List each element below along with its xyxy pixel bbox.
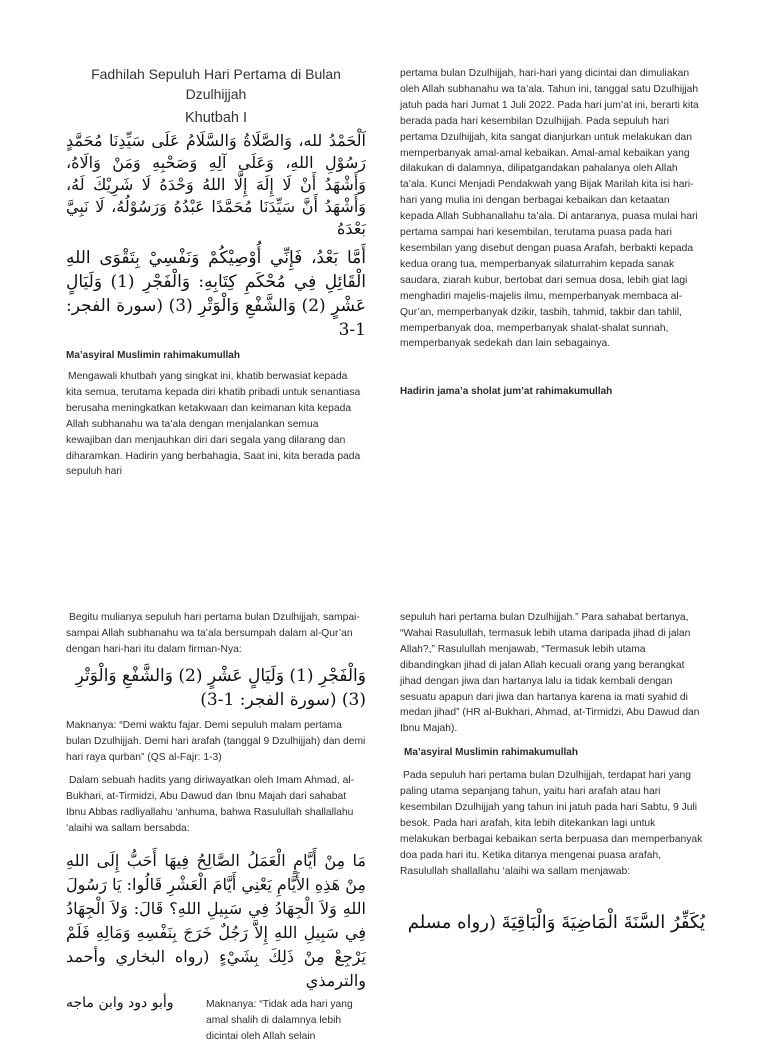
arabic-arafah-hadith: يُكَفِّرُ السَّنَةَ الْمَاضِيَةَ وَالْبَاقِيَةَ (رواه مسلم: [407, 911, 705, 933]
khutbah-subtitle: Khutbah I: [184, 110, 248, 126]
paragraph: Maknanya: “Demi waktu fajar. Demi sepuluh malam pertama bulan Dzulhijjah. Demi hari arafah (tanggal 9 Dzulhijjah) dan demi hari raya qurban” (QS al-Fajr: 1-3): [66, 719, 366, 763]
left-column-bottom: [66, 610, 366, 1042]
arabic-hadith-end: وأبو دود وابن ماجه: [66, 995, 174, 1012]
arabic-wasiat-text: أَمَّا بَعْدُ، فَإِنِّي أُوْصِيْكُمْ وَنَفْسِيْ بِتَقْوَى اللهِ الْقَائِلِ فِي مُحْكَمِ كِتَابِهِ: وَالْفَجْرِ (1) وَلَيَالٍ عَشْرٍ (2) وَالشَّفْعِ وَالْوَتْرِ (3) (سورة الفجر: 1-3: [66, 248, 366, 340]
section-heading: Ma’asyiral Muslimin rahimakumullah: [404, 747, 578, 759]
paragraph: Maknanya: “Tidak ada hari yang amal shalih di dalamnya lebih dicintai oleh Allah selain: [206, 999, 353, 1042]
section-heading: Hadirin jama’a sholat jum’at rahimakumullah: [400, 386, 613, 398]
paragraph: Dalam sebuah hadits yang diriwayatkan oleh Imam Ahmad, al-Bukhari, at-Tirmidzi, Abu Dawud dan Ibnu Majah dari sahabat Ibnu Abbas radliyallahu ‘anhuma, bahwa Rasulullah shallallahu ‘alaihi wa sallam bersabda:: [66, 775, 355, 835]
paragraph: Pada sepuluh hari pertama bulan Dzulhijjah, terdapat hari yang paling utama sepanjang tahun, yaitu hari arafah atau hari kesembilan Dzulhijjah yang tahun ini jatuh pada hari Sabtu, 9 Juli besok. Pada hari arafah, kita lebih ditekankan lagi untuk melakukan berbagai kebaikan serta berpuasa dan memperbanyak doa pada hari itu. Ketika ditanya mengenai puasa arafah, Rasulullah shallallahu ‘alaihi wa sallam menjawab:: [400, 770, 703, 877]
arabic-opening-text: اَلْحَمْدُ لله، وَالصَّلَاةُ وَالسَّلَامُ عَلَى سَيِّدِنَا مُحَمَّدٍ رَسُوْلِ اللهِ، وَعَلَى آلِهِ وَصَحْبِهِ وَمَنْ وَالَاهُ، وَأَشْهَدُ أَنْ لَا إِلَهَ إِلَّا اللهُ وَحْدَهُ لَا شَرِيْكَ لَهُ، وَأَشْهَدُ أَنَّ سَيِّدَنَا مُحَمَّدًا عَبْدُهُ وَرَسُوْلُهُ، لَا نَبِيَّ بَعْدَهُ: [66, 131, 366, 238]
right-column-bottom: [400, 610, 705, 936]
hadith-end-row: [66, 993, 366, 1042]
paragraph: sepuluh hari pertama bulan Dzulhijjah.” Para sahabat bertanya, “Wahai Rasulullah, termasuk lebih utama daripada jihad di jalan Allah?,” Rasulullah menjawab, “Termasuk lebih utama dibandingkan jihad di jalan Allah kecuali orang yang berangkat jihad dengan jiwa dan hartanya lalu ia tidak kembali dengan sesuatu apapun dari jiwa dan hartanya karena ia mati syahid di medan jihad” (HR al-Bukhari, Ahmad, at-Tirmidzi, Abu Dawud dan Ibnu Majah).: [400, 612, 700, 735]
right-column-top: [400, 66, 705, 397]
paragraph: pertama bulan Dzulhijjah, hari-hari yang dicintai dan dimuliakan oleh Allah subhanahu wa ta’ala. Tahun ini, tanggal satu Dzulhijjah jatuh pada hari Jumat 1 Juli 2022. Pada hari jum’at ini, berarti kita berada pada hari kesembilan Dzulhijjah. Pada sepuluh hari pertama Dzulhijjah, kita sangat dianjurkan untuk melakukan dan memperbanyak amal-amal kebaikan. Amal-amal kebaikan yang dilakukan di dalamnya, dilipatgandakan pahalanya oleh Allah ta’ala. Kunci Menjadi Pendakwah yang Bijak Marilah kita isi hari-hari yang mulia ini dengan berbagai kebaikan dan ketaatan kepada Allah Subhanallahu ta’ala. Di antaranya, puasa mulai hari pertama sampai hari kesembilan, terutama puasa pada hari kesembilan yang disebut dengan puasa Arafah, berbakti kepada kedua orang tua, memperbanyak silaturrahim kepada sanak saudara, ziarah kubur, bertobat dari semua dosa, lebih giat lagi menghadiri majelis-majelis ilmu, memperbanyak membaca al-Qur’an, memperbanyak dzikir, tasbih, tahmid, takbir dan tahlil, memperbanyak doa, memperbanyak shalat-shalat sunnah, memperbanyak sedekah dan lain sebagainya.: [400, 68, 699, 350]
section-heading: Ma’asyiral Muslimin rahimakumullah: [66, 350, 240, 361]
paragraph: Begitu mulianya sepuluh hari pertama bulan Dzulhijjah, sampai-sampai Allah subhanahu wa ta’ala bersumpah dalam al-Qur’an dengan hari-hari itu dalam firman-Nya:: [66, 612, 360, 655]
document-page-bottom: [0, 560, 768, 1042]
arabic-fajr-verse: وَالْفَجْرِ (1) وَلَيَالٍ عَشْرٍ (2) وَالشَّفْعِ وَالْوَتْرِ (3) (سورة الفجر: 1-3): [75, 665, 366, 710]
left-column-top: [66, 64, 366, 480]
paragraph: Mengawali khutbah yang singkat ini, khatib berwasiat kepada kita semua, terutama kepada diri khatib pribadi untuk senantiasa berusaha meningkatkan ketakwaan dan keimanan kita kepada Allah subhanahu wa ta’ala dengan menjalankan semua kewajiban dan menjauhkan diri dari segala yang dilarang dan diharamkan. Hadirin yang berbahagia, Saat ini, kita berada pada sepuluh hari: [66, 371, 361, 478]
document-title: Fadhilah Sepuluh Hari Pertama di Bulan Dzulhijjah: [91, 66, 341, 102]
arabic-hadith-text: مَا مِنْ أَيَّامٍ الْعَمَلُ الصَّالِحُ فِيهَا أَحَبُّ إِلَى اللهِ مِنْ هَذِهِ الأَيَّامِ يَعْنِي أَيَّامَ الْعَشْرِ قَالُوا: يَا رَسُولَ اللهِ وَلاَ الْجِهَادُ فِي سَبِيلِ اللهِ؟ قَالَ: وَلاَ الْجِهَادُ فِي سَبِيلِ اللهِ إِلاَّ رَجُلٌ خَرَجَ بِنَفْسِهِ وَمَالِهِ فَلَمْ يَرْجِعْ مِنْ ذَلِكَ بِشَيْءٍ (رواه البخاري وأحمد والترمذي: [66, 851, 366, 991]
